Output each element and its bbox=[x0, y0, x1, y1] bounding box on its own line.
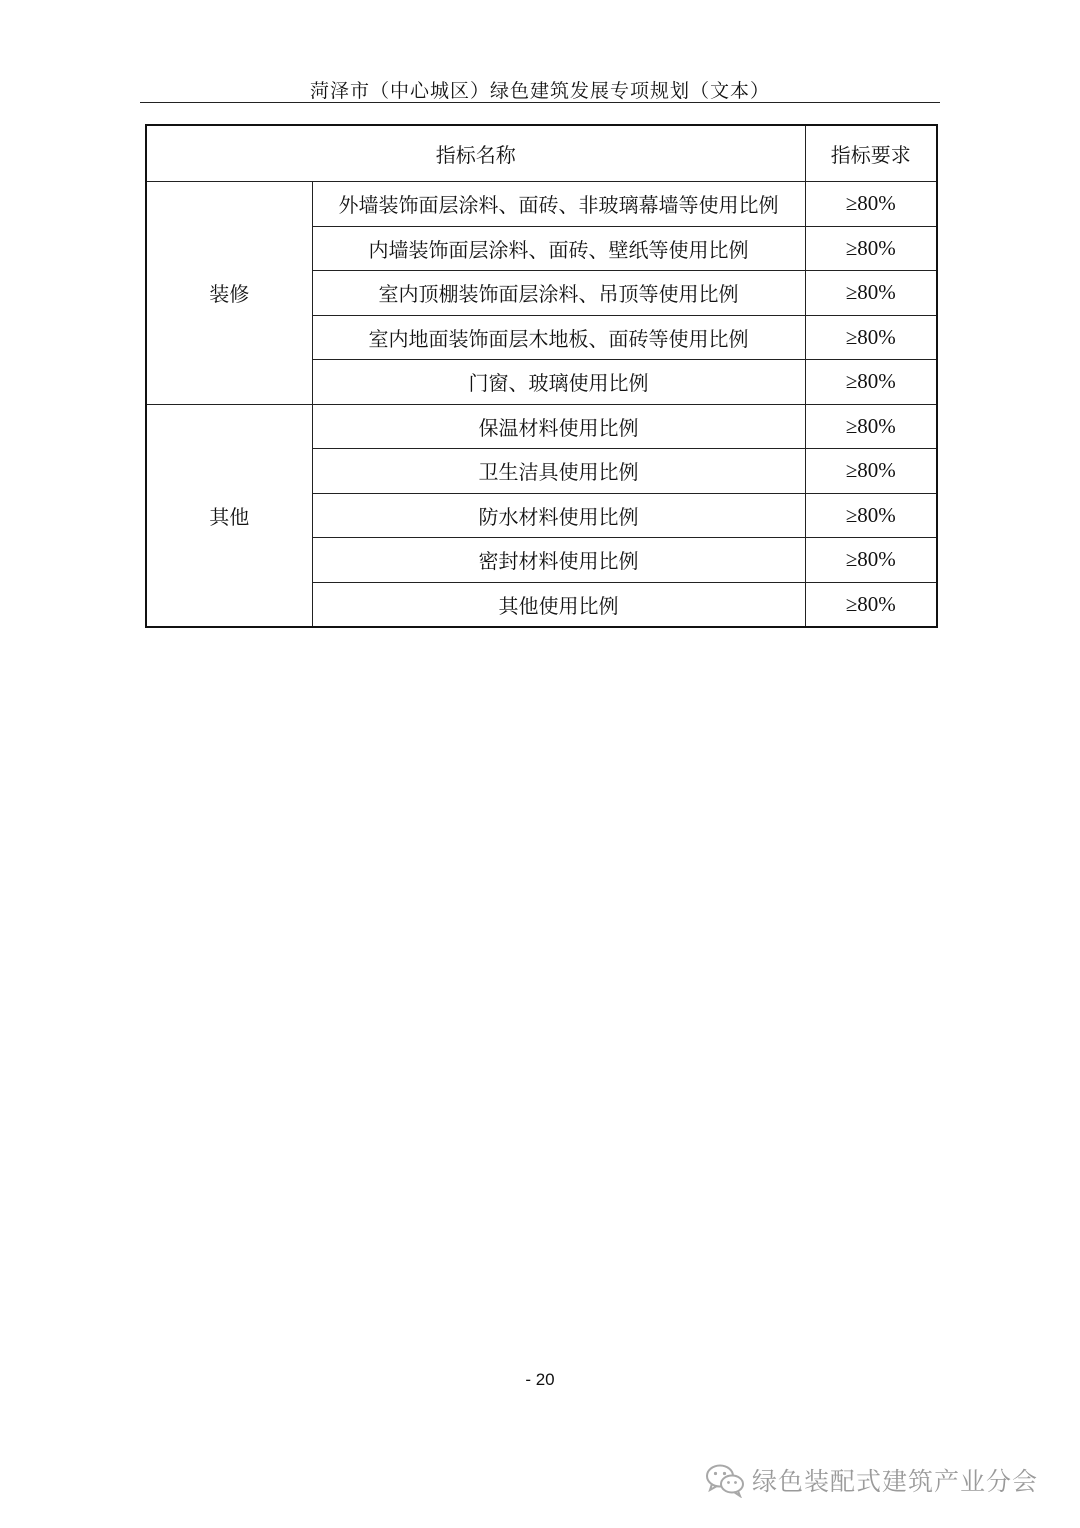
indicator-name-cell: 室内地面装饰面层木地板、面砖等使用比例 bbox=[312, 315, 805, 360]
indicator-name-cell: 内墙装饰面层涂料、面砖、壁纸等使用比例 bbox=[312, 226, 805, 271]
indicator-requirement-cell: ≥80% bbox=[805, 315, 937, 360]
table-header-row bbox=[146, 125, 937, 182]
watermark-text: 绿色装配式建筑产业分会 bbox=[752, 1467, 1039, 1496]
indicator-name-cell: 门窗、玻璃使用比例 bbox=[312, 360, 805, 405]
indicator-requirement-cell: ≥80% bbox=[805, 271, 937, 316]
category-cell-decoration: 装修 bbox=[146, 182, 312, 405]
indicator-requirement-cell: ≥80% bbox=[805, 404, 937, 449]
watermark bbox=[704, 1460, 1038, 1500]
indicator-name-cell: 室内顶棚装饰面层涂料、吊顶等使用比例 bbox=[312, 271, 805, 316]
indicator-requirement-cell: ≥80% bbox=[805, 360, 937, 405]
wechat-icon bbox=[704, 1462, 746, 1498]
indicator-requirement-cell: ≥80% bbox=[805, 582, 937, 627]
table-row bbox=[146, 182, 937, 227]
indicator-requirement-cell: ≥80% bbox=[805, 226, 937, 271]
indicator-requirement-cell: ≥80% bbox=[805, 449, 937, 494]
header-indicator-requirement: 指标要求 bbox=[805, 125, 937, 182]
indicator-name-cell: 防水材料使用比例 bbox=[312, 493, 805, 538]
table-row bbox=[146, 404, 937, 449]
indicator-name-cell: 密封材料使用比例 bbox=[312, 538, 805, 583]
indicator-name-cell: 保温材料使用比例 bbox=[312, 404, 805, 449]
indicator-requirement-cell: ≥80% bbox=[805, 182, 937, 227]
indicator-name-cell: 其他使用比例 bbox=[312, 582, 805, 627]
indicator-requirement-cell: ≥80% bbox=[805, 538, 937, 583]
indicator-table bbox=[145, 124, 938, 628]
page-number: - 20 bbox=[525, 1370, 555, 1389]
page-header-title: 菏泽市（中心城区）绿色建筑发展专项规划（文本） bbox=[309, 80, 770, 102]
header-divider bbox=[140, 102, 940, 103]
header-indicator-name: 指标名称 bbox=[146, 125, 805, 182]
indicator-requirement-cell: ≥80% bbox=[805, 493, 937, 538]
indicator-name-cell: 卫生洁具使用比例 bbox=[312, 449, 805, 494]
indicator-name-cell: 外墙装饰面层涂料、面砖、非玻璃幕墙等使用比例 bbox=[312, 182, 805, 227]
category-cell-other: 其他 bbox=[146, 404, 312, 627]
